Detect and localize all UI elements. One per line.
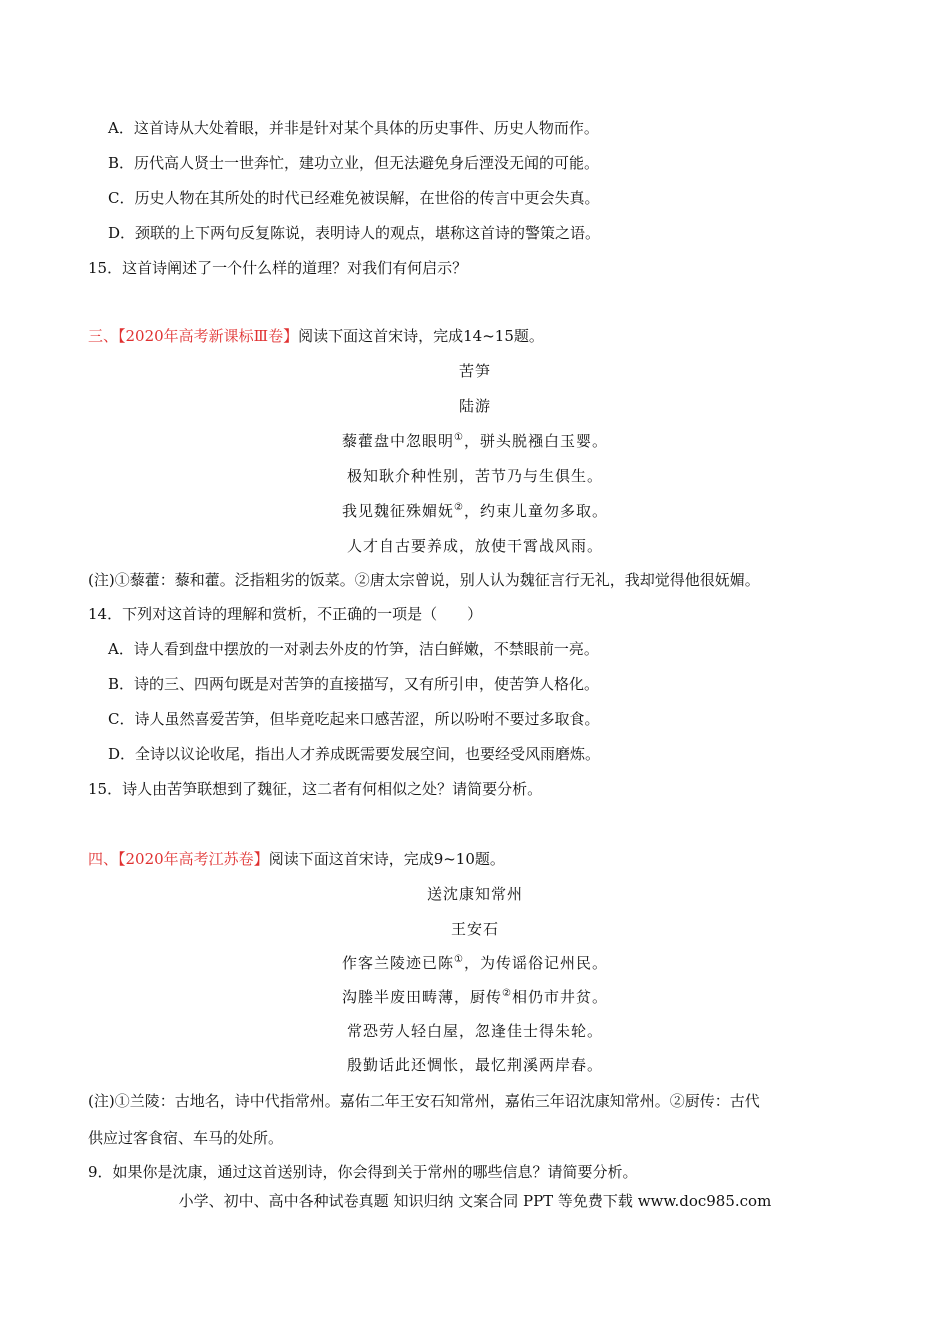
poem-line: 我见魏征殊媚妩②，约束儿童勿多取。 (342, 502, 608, 520)
poem-title: 送沈康知常州 (426, 885, 523, 903)
option-d: D．全诗以议论收尾，指出人才养成既需要发展空间，也要经受风雨磨炼。 (108, 745, 601, 763)
poem-note: (注)①兰陵：古地名，诗中代指常州。嘉佑二年王安石知常州，嘉佑三年诏沈康知常州。②厨传：古代 (88, 1092, 760, 1110)
footnote-mark: ② (502, 988, 512, 999)
footnote-mark: ① (454, 432, 464, 443)
poem-title: 苦笋 (458, 362, 491, 380)
poem-line: 常恐劳人轻白屋，忽逢佳士得朱轮。 (346, 1022, 603, 1040)
poem-line: 作客兰陵迹已陈①，为传谣俗记州民。 (342, 954, 608, 972)
section3-source: 三、【2020年高考新课标Ⅲ卷】 (88, 327, 299, 345)
option-c: C．历史人物在其所处的时代已经难免被误解，在世俗的传言中更会失真。 (108, 189, 600, 207)
page-footer: 小学、初中、高中各种试卷真题 知识归纳 文案合同 PPT 等免费下载 www.doc985.com (178, 1192, 772, 1210)
poem-author: 陆游 (458, 397, 491, 415)
poem-line: 极知耿介种性别，苦节乃与生俱生。 (346, 467, 603, 485)
section4-intro: 阅读下面这首宋诗，完成9~10题。 (268, 850, 505, 868)
question-14: 14．下列对这首诗的理解和赏析，不正确的一项是（ ） (88, 605, 483, 623)
question-9: 9．如果你是沈康，通过这首送别诗，你会得到关于常州的哪些信息？请简要分析。 (88, 1163, 638, 1181)
poem-note: (注)①藜藿：藜和藿。泛指粗劣的饭菜。②唐太宗曾说，别人认为魏征言行无礼，我却觉得他很妩媚。 (88, 571, 760, 589)
poem-line: 藜藿盘中忽眼明①，骈头脱襁白玉婴。 (342, 432, 608, 450)
option-d: D．颈联的上下两句反复陈说，表明诗人的观点，堪称这首诗的警策之语。 (108, 224, 601, 242)
section4-heading (88, 849, 505, 869)
section3-heading (88, 326, 544, 346)
footnote-mark: ① (454, 954, 464, 965)
option-c: C．诗人虽然喜爱苦笋，但毕竟吃起来口感苦涩，所以吩咐不要过多取食。 (108, 710, 600, 728)
poem-line: 殷勤话此还惆怅，最忆荆溪两岸春。 (346, 1056, 603, 1074)
section3-intro: 阅读下面这首宋诗，完成14~15题。 (298, 327, 544, 345)
poem-line: 人才自古要养成，放使干霄战风雨。 (346, 537, 603, 555)
footnote-mark: ② (454, 502, 464, 513)
poem-note-continued: 供应过客食宿、车马的处所。 (88, 1129, 284, 1147)
option-a: A．诗人看到盘中摆放的一对剥去外皮的竹笋，洁白鲜嫩，不禁眼前一亮。 (108, 640, 599, 658)
poem-author: 王安石 (450, 920, 499, 938)
question-15: 15．这首诗阐述了一个什么样的道理？对我们有何启示？ (88, 259, 468, 277)
poem-line: 沟塍半废田畴薄，厨传②相仍市井贫。 (342, 988, 608, 1006)
option-b: B．历代高人贤士一世奔忙，建功立业，但无法避免身后湮没无闻的可能。 (108, 154, 600, 172)
option-b: B．诗的三、四两句既是对苦笋的直接描写，又有所引申，使苦笋人格化。 (108, 675, 600, 693)
question-15: 15．诗人由苦笋联想到了魏征，这二者有何相似之处？请简要分析。 (88, 780, 543, 798)
option-a: A．这首诗从大处着眼，并非是针对某个具体的历史事件、历史人物而作。 (108, 119, 599, 137)
section4-source: 四、【2020年高考江苏卷】 (88, 850, 269, 868)
